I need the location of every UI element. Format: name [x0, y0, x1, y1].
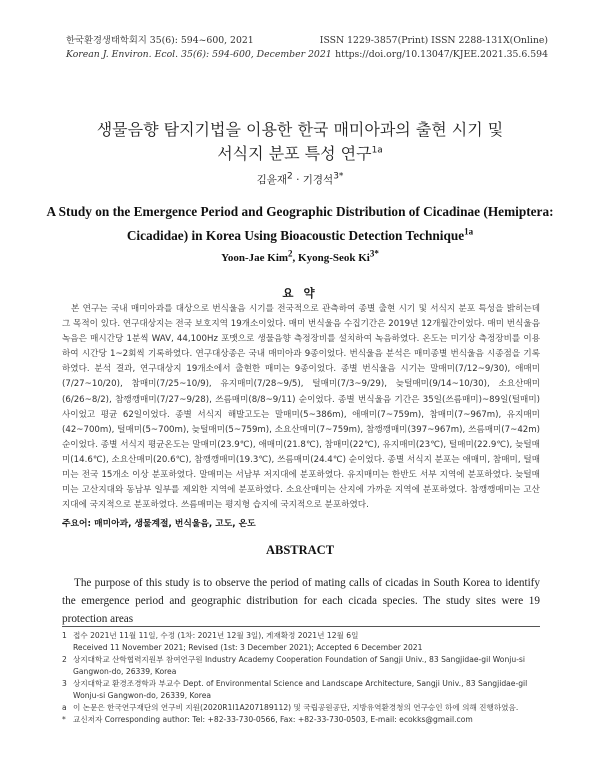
title-english: [40, 200, 560, 248]
footnote-text: 접수 2021년 11월 11일, 수정 (1차: 2021년 12월 3일), 게재확정 2021년 12월 6일: [73, 631, 359, 640]
footnote-mark: a: [62, 703, 67, 712]
footnote-received-en: [62, 642, 544, 654]
journal-citation: [66, 34, 332, 62]
author-separator-ko: ·: [292, 174, 303, 186]
footnote-received-ko: [62, 630, 544, 642]
author-2-ko-mark: 3*: [333, 171, 344, 182]
journal-citation-en: Korean J. Environ. Ecol. 35(6): 594-600, December 2021: [66, 49, 332, 60]
footnote-text: 상지대학교 환경조경학과 부교수 Dept. of Environmental Science and Landscape Architecture, Sangji Univ., 83 Sangjidae-gil Wonju-si Gangwon-do, 26339, Korea: [73, 679, 528, 700]
footnote-divider: [62, 626, 540, 627]
author-separator-en: ,: [292, 252, 299, 264]
abstract-english-body: The purpose of this study is to observe the period of mating calls of cicadas in South Korea to identify the emergence period and geographic distribution for each cicada species. The study sites were 19 protection areas: [62, 577, 540, 625]
footnote-corresponding-author: [62, 714, 544, 726]
footnote-mark: 3: [62, 679, 67, 688]
footnote-mark: *: [62, 715, 66, 724]
title-english-line2: [40, 224, 560, 248]
author-1-en: Yoon-Jae Kim: [221, 252, 289, 264]
footnote-text: 교신저자 Corresponding author: Tel: +82-33-730-0566, Fax: +82-33-730-0503, E-mail: ecokks@gmail.com: [73, 715, 473, 724]
title-english-line1: A Study on the Emergence Period and Geographic Distribution of Cicadinae (Hemiptera:: [46, 204, 554, 219]
author-2-en: Kyong-Seok Ki: [298, 252, 370, 264]
title-korean-line2: [0, 142, 600, 166]
title-english-footnote-mark: 1a: [464, 226, 474, 237]
abstract-korean-heading: 요 약: [282, 286, 318, 300]
footnotes: [62, 630, 544, 726]
abstract-english-heading: ABSTRACT: [265, 543, 335, 557]
title-english-line2-text: Cicadidae) in Korea Using Bioacoustic Detection Technique: [126, 228, 465, 243]
footnote-funding: [62, 702, 544, 714]
author-2-ko: 기경석: [302, 174, 334, 186]
footnote-affiliation-2: [62, 654, 544, 678]
authors-korean: [0, 172, 600, 187]
author-1-ko-mark: 2: [287, 171, 293, 182]
title-korean-line2-text: 서식지 분포 특성 연구: [217, 144, 372, 163]
footnote-text: 이 논문은 한국연구재단의 연구비 지원(2020R1I1A207189112) 및 국립공원공단, 지방유역환경청의 연구승인 하에 의해 진행하였음.: [73, 703, 519, 712]
author-1-en-mark: 2: [288, 248, 293, 259]
footnote-text: Received 11 November 2021; Revised (1st: 3 December 2021); Accepted 6 December 2021: [73, 643, 423, 652]
doi-link[interactable]: https://doi.org/10.13047/KJEE.2021.35.6.594: [335, 49, 548, 60]
authors-english: [0, 248, 600, 264]
author-1-ko: 김윤재: [256, 174, 287, 186]
journal-citation-ko: 한국환경생태학회지 35(6): 594~600, 2021: [66, 35, 254, 46]
journal-identifiers: [320, 34, 548, 62]
title-korean-footnote-mark: 1a: [371, 145, 383, 156]
author-2-en-mark: 3*: [369, 248, 379, 259]
issn: ISSN 1229-3857(Print) ISSN 2288-131X(Online): [319, 35, 548, 46]
footnote-mark: 2: [62, 655, 67, 664]
abstract-korean-body: 본 연구는 국내 매미아과를 대상으로 번식울음 시기를 전국적으로 관측하여 종별 출현 시기 및 서식지 분포 특성을 밝히는데 그 목적이 있다. 연구대상지는 전국 보호지역 19개소이었다. 매미 번식울음 수집기간은 2019년 12개월간이었다. 매미 번식울음 녹음은 매시간당 1분씩 WAV, 44,100Hz 포맷으로 생물음향 측정장비를 설치하여 녹음하였다. 온도는 미기상 측정장비를 이용하여 시간당 1~2회씩 기록하였다. 연구대상종은 국내 매미아과 9종이었다. 번식울음 분석은 매미종별 번식울음 시종점을 기록하였다. 분석 결과, 연구대상지 19개소에서 출현한 매미는 9종이었다. 종별 번식울음 시기는 말매미(7/12~9/30), 애매미(7/27~10/20), 참매미(7/25~10/9), 유지매미(7/28~9/5), 털매미(7/3~9/29), 늦털매미(9/14~10/30), 소요산매미(6/26~8/2), 참깽깽매미(7/27~9/28), 쓰름매미(8/8~9/11) 순이었다. 종별 번식울음 기간은 35일(쓰름매미)~89일(털매미) 사이었고 평균 62일이었다. 종별 서식지 해발고도는 말매미(5~386m), 애매미(7~759m), 참매미(7~967m), 유지매미(42~700m), 털매미(5~700m), 늦털매미(5~759m), 소요산매미(7~759m), 참깽깽매미(397~967m), 쓰름매미(7~42m) 순이었다. 종별 서식지 평균온도는 말매미(23.9℃), 애매미(21.8℃), 참매미(22℃), 유지매미(23℃), 털매미(22.9℃), 늦털매미(14.6℃), 소요산매미(20.6℃), 참깽깽매미(19.3℃), 쓰름매미(24.4℃) 순이었다. 종별 서식지 분포는 애매미, 참매미, 털매미는 전국 15개소 이상 분포하였다. 말매미는 서남부 저지대에 분포하였다. 유지매미는 한반도 서부 지역에 분포하였다. 늦털매미는 고산지대와 동남부 일부를 제외한 지역에 분포하였다. 소요산매미는 산지에 가까운 지역에 분포하였다. 참깽깽매미는 고산지대에 국지적으로 분포하였다. 쓰름매미는 평지형 습지에 국지적으로 분포하였다.: [62, 304, 540, 511]
footnote-affiliation-3: [62, 678, 544, 702]
title-korean-line1: 생물음향 탐지기법을 이용한 한국 매미아과의 출현 시기 및: [96, 120, 504, 139]
keywords-korean: 주요어: 매미아과, 생물계절, 번식울음, 고도, 온도: [62, 519, 256, 529]
title-korean: [0, 118, 600, 166]
footnote-text: 상지대학교 산학협력지원부 참여연구원 Industry Academy Cooperation Foundation of Sangji Univ., 83 Sangjidae-gil Wonju-si Gangwon-do, 26339, Korea: [73, 655, 525, 676]
footnote-mark: 1: [62, 631, 67, 640]
